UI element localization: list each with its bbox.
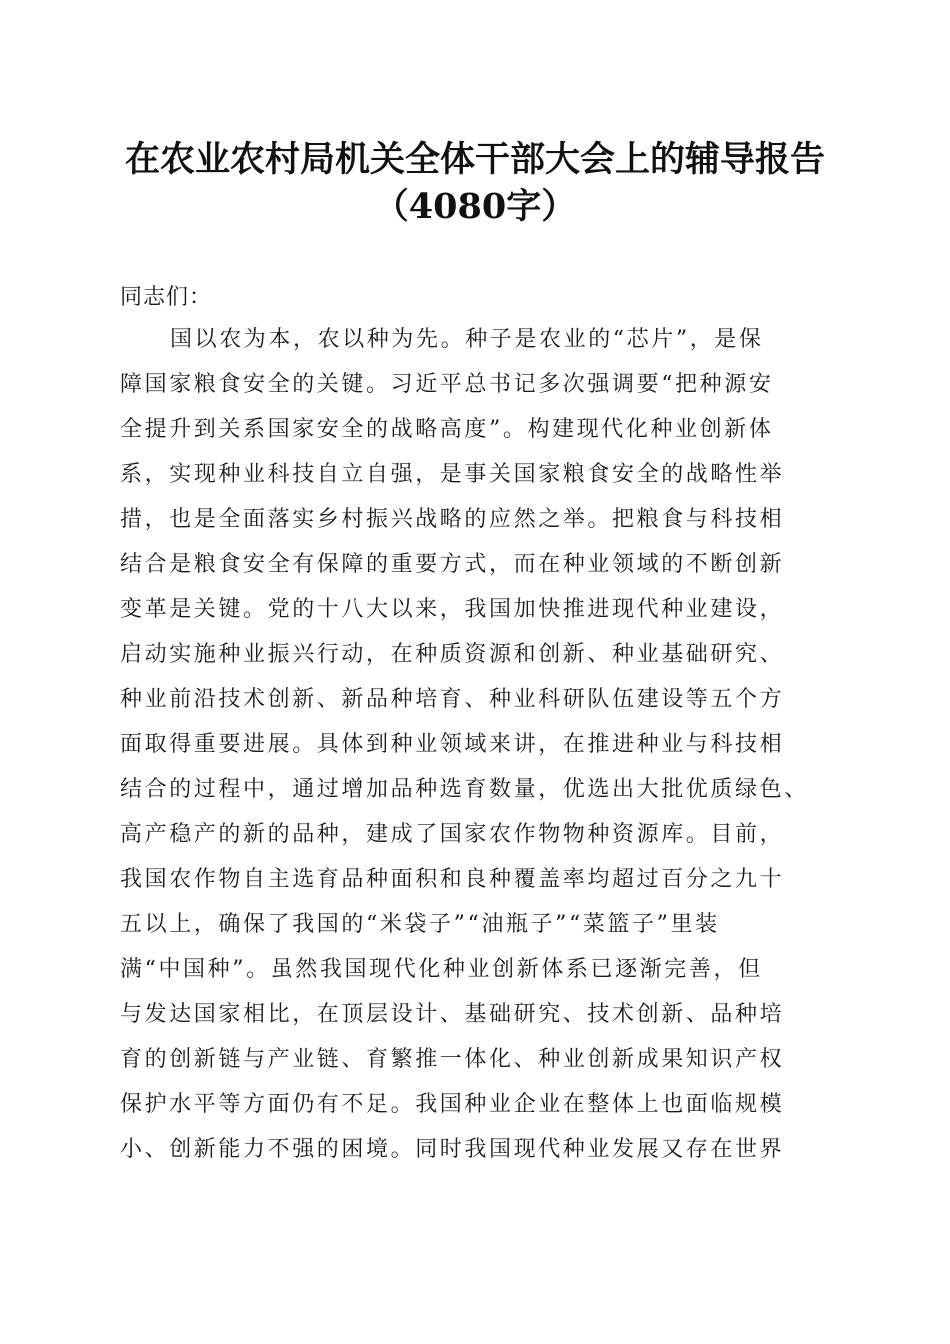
body-line: 结合是粮食安全有保障的重要方式，而在种业领域的不断创新	[120, 552, 785, 577]
body-line: 高产稳产的新的品种，建成了国家农作物物种资源库。目前，	[120, 822, 785, 847]
body-line: 满“中国种”。虽然我国现代化种业创新体系已逐渐完善，但	[120, 957, 763, 982]
body-line: 全提升到关系国家安全的战略高度”。构建现代化种业创新体	[120, 417, 774, 442]
body-line: 我国农作物自主选育品种面积和良种覆盖率均超过百分之九十	[120, 867, 785, 892]
body-line: 变革是关键。党的十八大以来，我国加快推进现代种业建设，	[120, 597, 785, 622]
body-line: 保护水平等方面仍有不足。我国种业企业在整体上也面临规模	[120, 1092, 785, 1117]
body-line: 小、创新能力不强的困境。同时我国现代种业发展又存在世界	[120, 1137, 785, 1162]
body-line: 障国家粮食安全的关键。习近平总书记多次强调要“把种源安	[120, 372, 774, 397]
body-line: 国以农为本，农以种为先。种子是农业的“芯片”，是保	[170, 327, 764, 352]
body-line: 五以上，确保了我国的“米袋子”“油瓶子”“菜篮子”里装	[120, 912, 720, 937]
document-title: 在农业农村局机关全体干部大会上的辅导报告	[124, 139, 825, 180]
body-line: 与发达国家相比，在顶层设计、基础研究、技术创新、品种培	[120, 1002, 785, 1027]
body-line: 种业前沿技术创新、新品种培育、种业科研队伍建设等五个方	[120, 687, 785, 712]
salutation: 同志们：	[120, 285, 213, 310]
body-line: 系，实现种业科技自立自强，是事关国家粮食安全的战略性举	[120, 462, 785, 487]
document-word-count: （4080字）	[373, 186, 577, 227]
body-line: 结合的过程中，通过增加品种选育数量，优选出大批优质绿色、	[120, 777, 809, 802]
body-line: 面取得重要进展。具体到种业领域来讲，在推进种业与科技相	[120, 732, 785, 757]
body-line: 措，也是全面落实乡村振兴战略的应然之举。把粮食与科技相	[120, 507, 785, 532]
body-line: 启动实施种业振兴行动，在种质资源和创新、种业基础研究、	[120, 642, 785, 667]
body-line: 育的创新链与产业链、育繁推一体化、种业创新成果知识产权	[120, 1047, 785, 1072]
